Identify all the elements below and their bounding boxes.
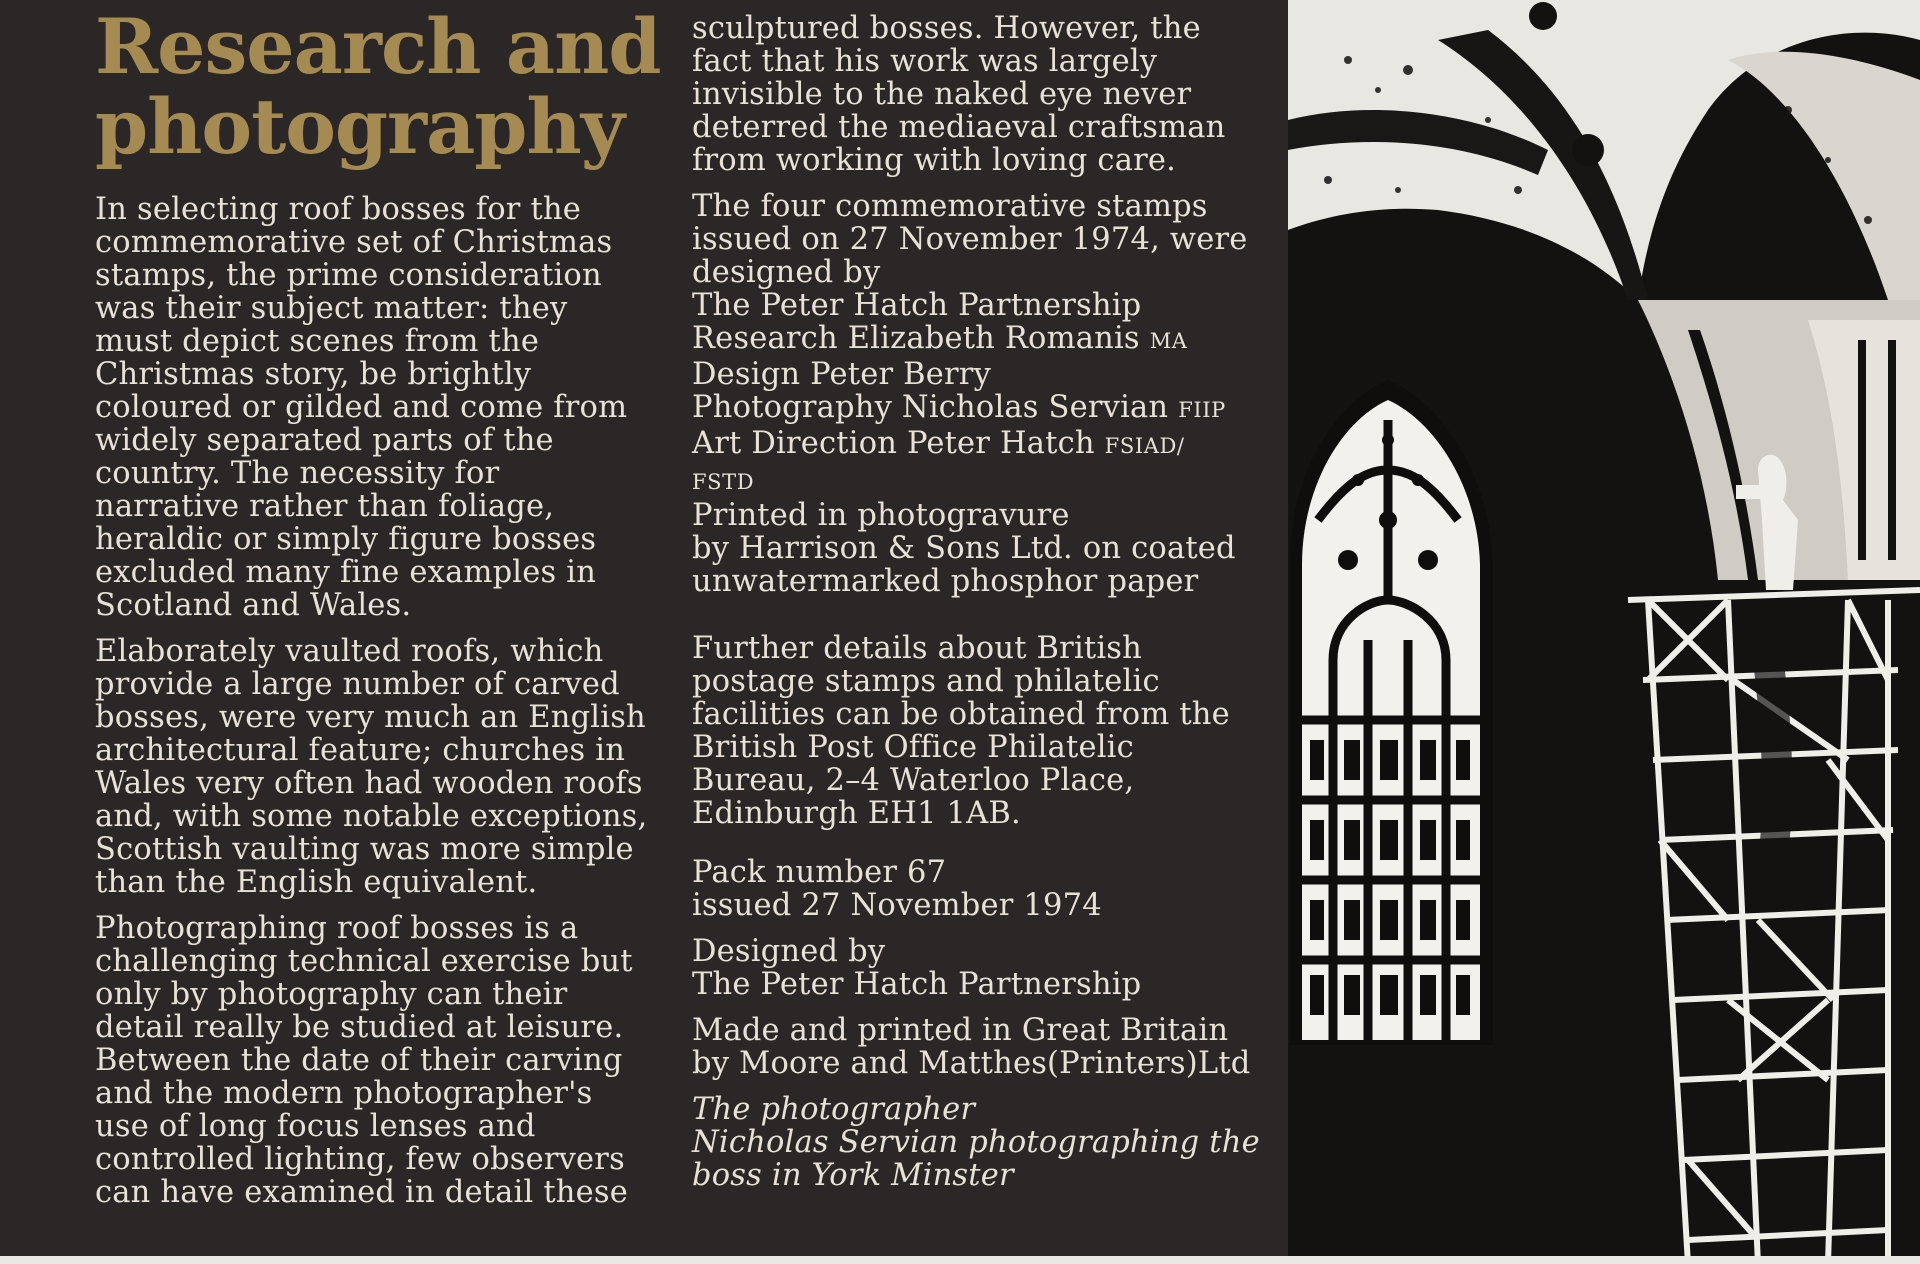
made-and-printed: Made and printed in Great Britain by Moore and Matthes(Printers)Ltd [692,1013,1251,1081]
page-edge [0,1256,1920,1264]
paragraph-bosses-selection: In selecting roof bosses for the commemorative set of Christmas stamps, the prime consideration was their subject matter: they must depict scenes from the Christmas story, be brightly coloured or gilded and come from widely separated parts of the country. The necessity for narrative rather than foliage, heraldic or simply figure bosses excluded many fine examples in Scotland and Wales. [95,192,628,623]
designed-by: Designed by The Peter Hatch Partnership [692,934,1142,1002]
title-line-2: photography [95,82,624,171]
left-column [95,0,655,1209]
title-line-1: Research and [95,2,661,91]
paragraph-continuation: sculptured bosses. However, the fact that his work was largely invisible to the naked eye never deterred the mediaeval craftsman from working with loving care. [692,11,1226,178]
paragraph-photographing: Photographing roof bosses is a challenging technical exercise but only by photography can their detail really be studied at leisure. Between the date of their carving and the modern photographer's use of long focus lenses and controlled lighting, few observers can have examined in detail these [95,911,633,1210]
middle-column [692,0,1282,1192]
credits-block: The four commemorative stamps issued on 27 November 1974, were designed by The Peter Hatch Partnership Research Elizabeth Romanis MA Design Peter Berry Photography Nicholas Servian FIIP Art Direction Peter Hatch FSIAD/ FSTD Printed in photogravure by Harrison & Sons Ltd. on coated unwatermarked phosphor paper [692,189,1248,599]
paragraph-vaulted-roofs: Elaborately vaulted roofs, which provide a large number of carved bosses, were very much an English architectural feature; churches in Wales very often had wooden roofs and, with some notable exceptions, Scottish vaulting was more simple than the English equivalent. [95,634,648,900]
paragraph-further-details: Further details about British postage stamps and philatelic facilities can be obtained from the British Post Office Philatelic Bureau, 2–4 Waterloo Place, Edinburgh EH1 1AB. [692,631,1230,831]
pack-number: Pack number 67 issued 27 November 1974 [692,855,1102,923]
photo-caption: The photographer Nicholas Servian photographing the boss in York Minster [692,1092,1260,1193]
york-minster-photo [1288,0,1920,1264]
